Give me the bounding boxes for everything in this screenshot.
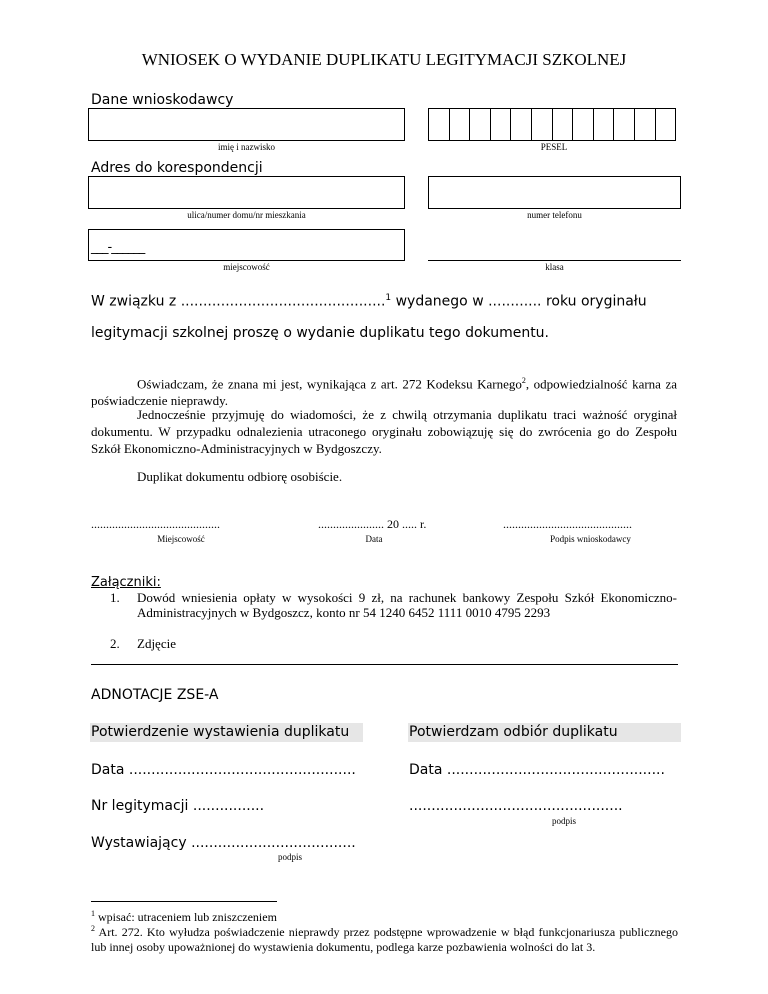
address-heading: Adres do korespondencji xyxy=(91,160,263,176)
attachments-heading: Załączniki: xyxy=(91,575,161,590)
signature-caption: Podpis wnioskodawcy xyxy=(550,534,631,544)
footnote-1: $^1$ wpisać: utraceniem lub zniszczeniem xyxy=(91,909,277,924)
annotations-heading: ADNOTACJE ZSE-A xyxy=(91,687,219,703)
declaration-paragraph-2: Jednocześnie przyjmuję do wiadomości, że z chwilą otrzymania duplikatu traci ważność oryginał dokumentu. W przypadku odnalezienia utraconego oryginału zobowiązuję się do zwrócenia go do Zespołu Szkół Ekonomiczno-Administracyjnych w Bydgoszczy. xyxy=(91,407,677,456)
pickup-statement: Duplikat dokumentu odbiorę osobiście. xyxy=(137,469,343,484)
place-caption: Miejscowość xyxy=(157,534,205,544)
issuer-signature-caption: podpis xyxy=(277,852,302,862)
date-caption: Data xyxy=(365,534,383,544)
pesel-input[interactable] xyxy=(428,108,675,141)
postal-code-placeholder: ___-______ xyxy=(91,240,145,255)
attachment-item-text: Zdjęcie xyxy=(137,636,176,651)
phone-input[interactable] xyxy=(428,176,681,209)
street-caption: ulica/numer domu/nr mieszkania xyxy=(187,210,306,220)
class-caption: klasa xyxy=(545,262,564,272)
issue-confirmation-header: Potwierdzenie wystawienia duplikatu xyxy=(90,723,363,742)
applicant-heading: Dane wnioskodawcy xyxy=(91,92,234,108)
name-caption: imię i nazwisko xyxy=(218,142,275,152)
footnote-ref-2: 2 xyxy=(521,376,526,385)
receipt-date-field[interactable]: Data ................................................. xyxy=(409,762,665,778)
pesel-caption: PESEL xyxy=(540,142,568,152)
name-input[interactable] xyxy=(88,108,405,141)
signature-field[interactable]: ........................................... xyxy=(503,517,632,531)
receipt-signature-caption: podpis xyxy=(551,816,576,826)
phone-caption: numer telefonu xyxy=(527,210,582,220)
request-line-1: W związku z ..............................................$^1$ wydanego w ............ roku oryginału xyxy=(91,293,647,310)
street-input[interactable] xyxy=(88,176,405,209)
attachment-item-text: Dowód wniesienia opłaty w wysokości 9 zł, na rachunek bankowy Zespołu Szkół Ekonomiczno-Administracyjnych w Bydgoszcz, konto nr 54 1240 6452 1111 0010 4795 2293 xyxy=(137,590,677,620)
attachment-item: 1. xyxy=(110,590,120,605)
id-number-field[interactable]: Nr legitymacji ................ xyxy=(91,798,265,814)
page-title: WNIOSEK O WYDANIE DUPLIKATU LEGITYMACJI SZKOLNEJ xyxy=(141,50,627,69)
footnote-separator xyxy=(91,901,277,902)
footnote-ref-1: 1 xyxy=(385,293,392,303)
declaration-paragraph-1: Oświadczam, że znana mi jest, wynikająca z art. 272 Kodeksu Karnego$^2$, odpowiedzialność karna za poświadczenie nieprawdy. xyxy=(91,376,677,409)
city-caption: miejscowość xyxy=(223,262,270,272)
request-line-2: legitymacji szkolnej proszę o wydanie duplikatu tego dokumentu. xyxy=(91,325,550,341)
receipt-confirmation-header: Potwierdzam odbiór duplikatu xyxy=(408,723,681,742)
issuer-field[interactable]: Wystawiający ..................................... xyxy=(91,835,356,851)
date-field[interactable]: ...................... 20 ..... r. xyxy=(318,517,427,531)
postal-city-input[interactable] xyxy=(88,229,405,261)
receipt-signature-field[interactable]: ................................................ xyxy=(409,798,623,814)
issue-date-field[interactable]: Data ................................................... xyxy=(91,762,356,778)
place-field[interactable]: ........................................... xyxy=(91,517,220,531)
footnote-2: $^2$ Art. 272. Kto wyłudza poświadczenie nieprawdy przez podstępne wprowadzenie w błąd funkcjonariusza publicznego lub innej osoby upoważnionej do wystawienia dokumentu, podlega karze pozbawienia wolności do lat 3. xyxy=(91,924,679,954)
class-line[interactable] xyxy=(428,260,681,261)
section-divider xyxy=(91,664,678,665)
attachment-item: 2. xyxy=(110,636,120,651)
